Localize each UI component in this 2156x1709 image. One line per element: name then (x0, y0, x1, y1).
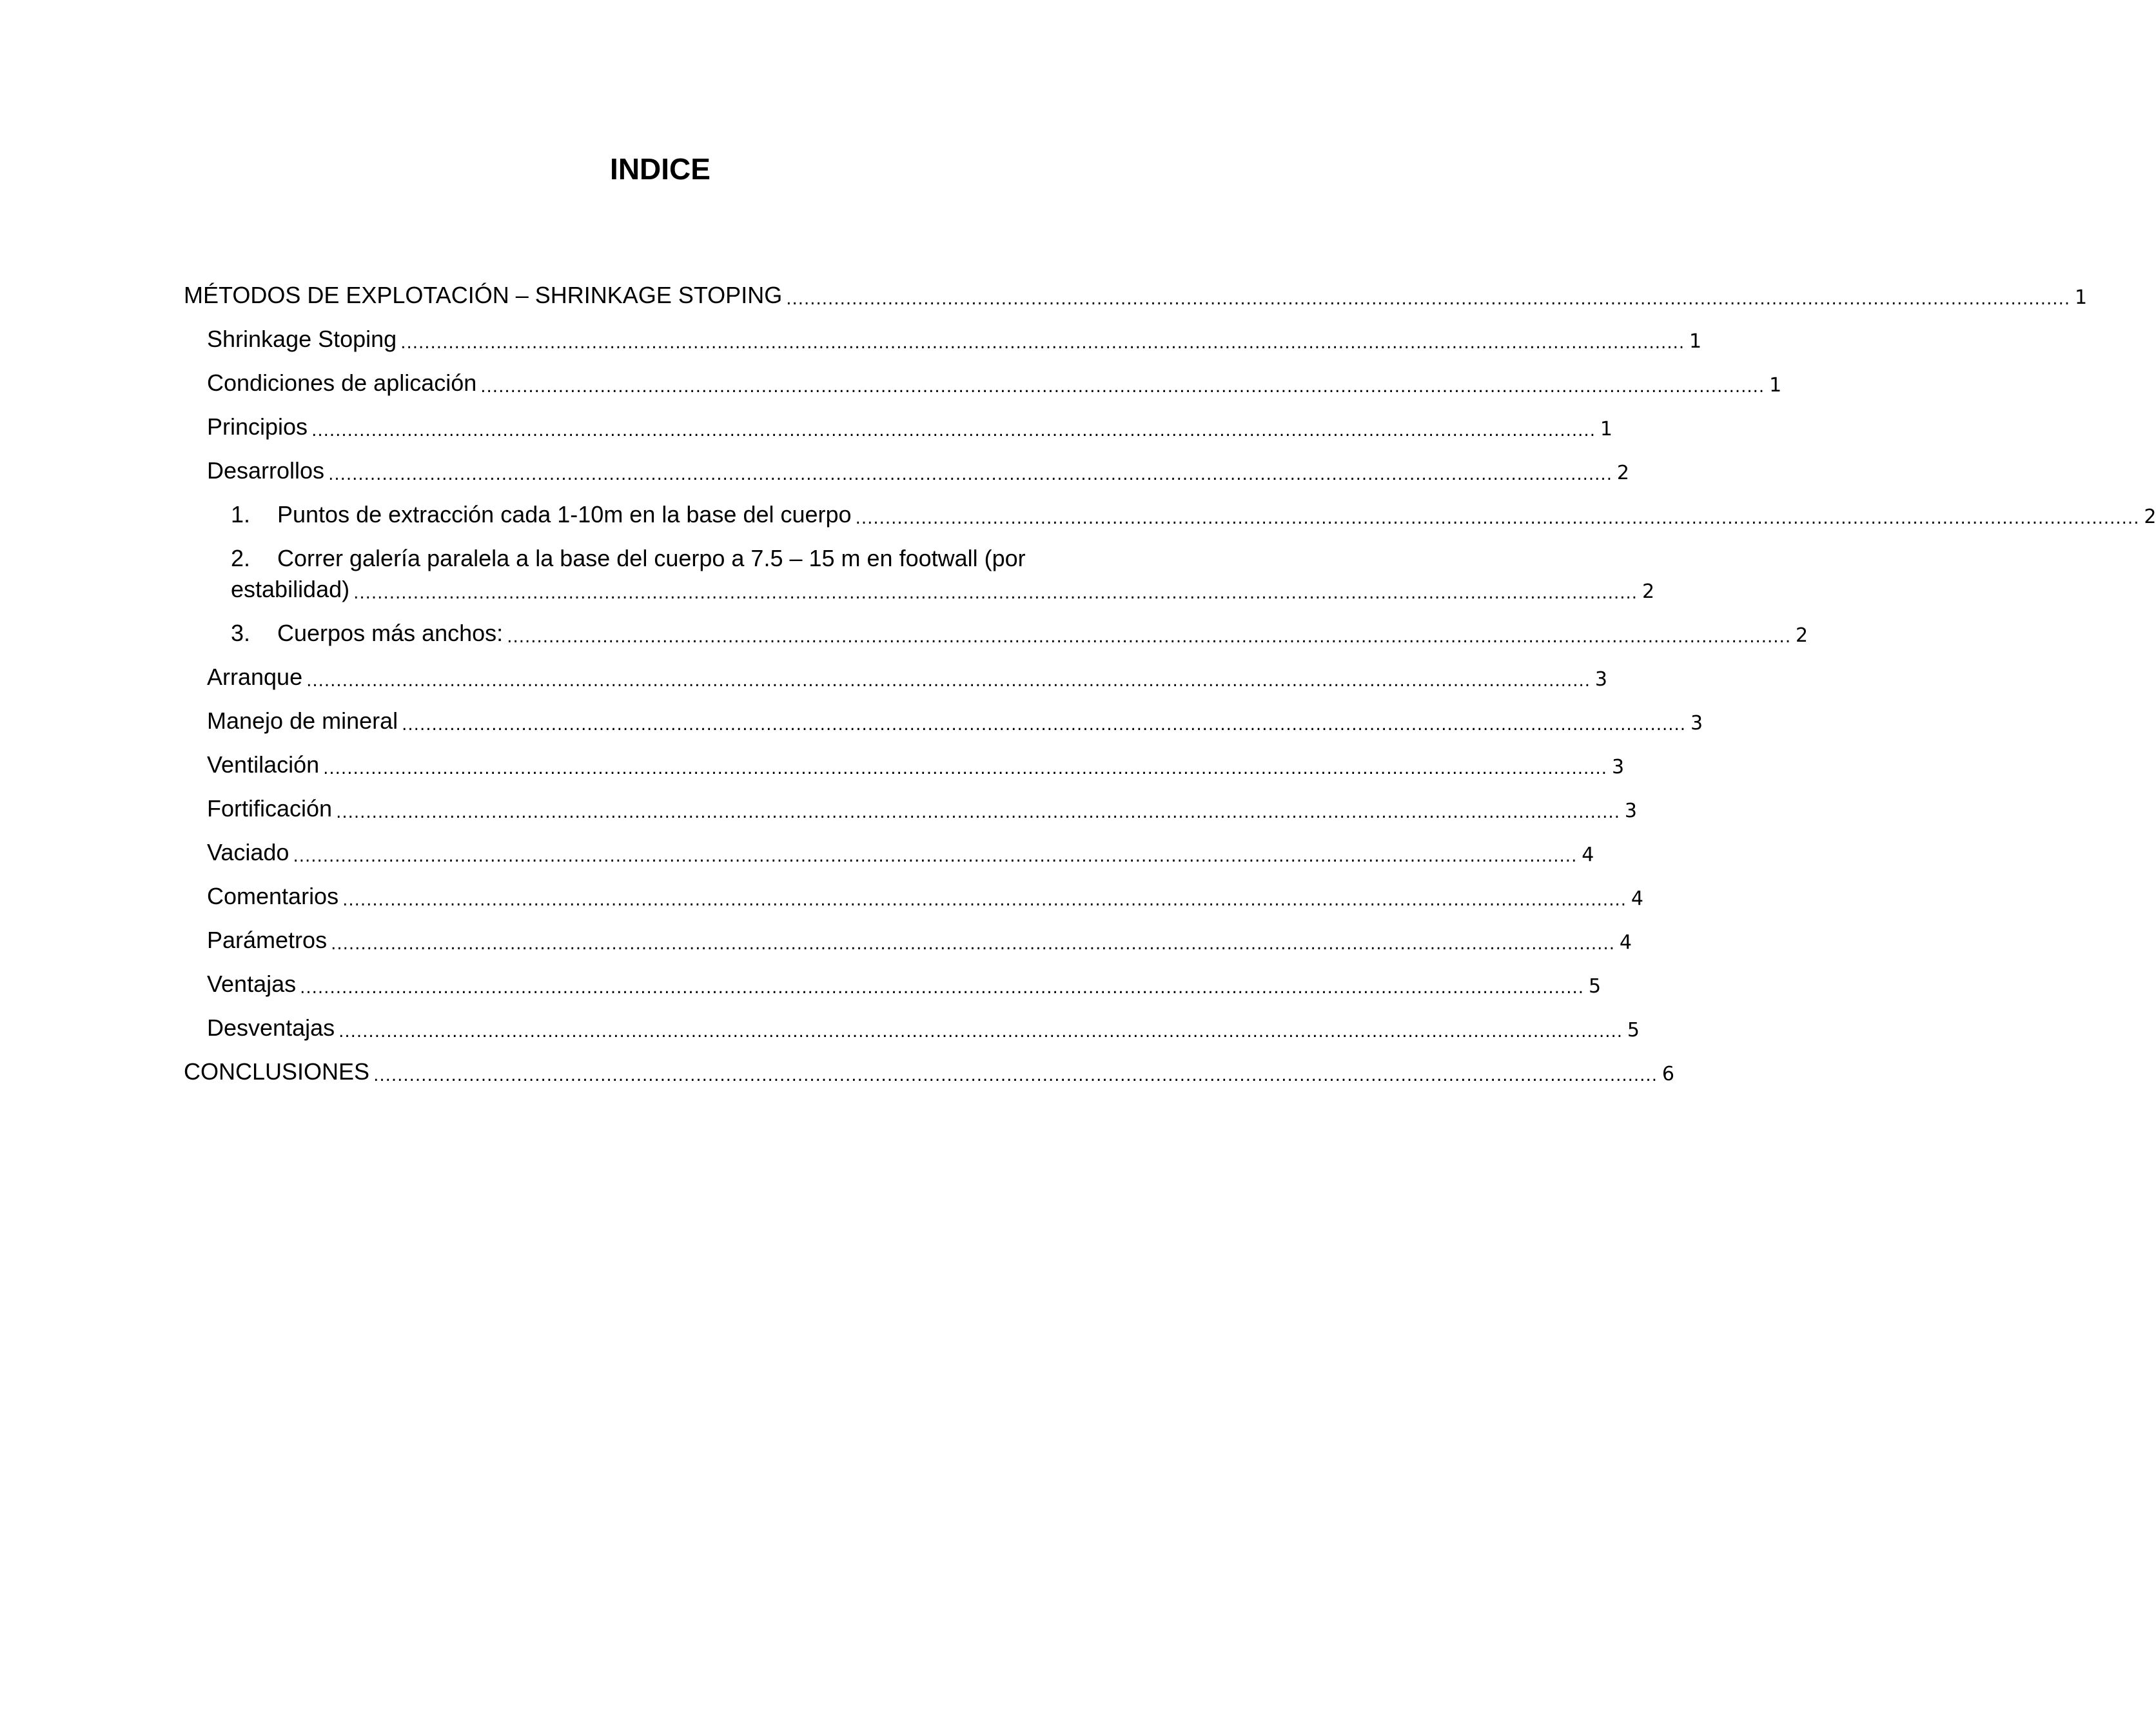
toc-page-number: 2 (1642, 580, 1655, 603)
toc-entry-fortificacion[interactable] (207, 792, 1637, 825)
toc-entry-condiciones[interactable] (207, 366, 1782, 400)
toc-page-number: 1 (1600, 418, 1612, 440)
toc-entry-desarrollos[interactable] (207, 454, 1629, 488)
toc-entry-ventilacion[interactable] (207, 748, 1625, 782)
toc-entry-principios[interactable] (207, 410, 1612, 444)
dot-leader: ....................................................................................................................................................................................................................... (336, 803, 1620, 822)
toc-page-number: 4 (1631, 887, 1643, 910)
toc-entry-ventajas[interactable] (207, 967, 1602, 1001)
toc-entry-puntos-extraccion[interactable] (231, 498, 2156, 531)
dot-leader: ....................................................................................................................................................................................................................... (338, 1022, 1623, 1042)
toc-page-number: 2 (1796, 624, 1808, 647)
toc-entry-label: Comentarios (207, 880, 338, 913)
toc-entry-label: MÉTODOS DE EXPLOTACIÓN – SHRINKAGE STOPING (184, 279, 782, 312)
toc-entry-correr-galeria-line2[interactable] (231, 573, 1655, 606)
dot-leader: ....................................................................................................................................................................................................................... (786, 290, 2071, 309)
dot-leader: ....................................................................................................................................................................................................................... (331, 934, 1615, 954)
toc-page-number: 5 (1627, 1019, 1640, 1042)
dot-leader: ....................................................................................................................................................................................................................... (373, 1066, 1658, 1085)
toc-entry-continuation: estabilidad) (231, 573, 349, 606)
toc-entry-number: 2. (231, 545, 251, 571)
dot-leader: ....................................................................................................................................................................................................................... (400, 333, 1685, 353)
toc-entry-label: Fortificación (207, 792, 332, 825)
toc-entry-label: Vaciado (207, 836, 289, 869)
toc-page-number: 3 (1690, 712, 1703, 735)
page-title: INDICE (610, 152, 710, 186)
dot-leader: ....................................................................................................................................................................................................................... (323, 759, 1608, 778)
dot-leader: ....................................................................................................................................................................................................................... (342, 891, 1627, 910)
toc-entry-text: Cuerpos más anchos: (277, 620, 504, 646)
toc-page-number: 1 (1769, 374, 1782, 397)
dot-leader: ....................................................................................................................................................................................................................... (507, 627, 1792, 647)
toc-page-number: 1 (2075, 286, 2088, 309)
toc-entry-label: Desventajas (207, 1011, 335, 1045)
toc-entry-cuerpos-anchos[interactable] (231, 617, 1808, 650)
toc-entry-parametros[interactable] (207, 924, 1632, 957)
toc-entry-label: Condiciones de aplicación (207, 366, 476, 400)
toc-entry-correr-galeria-line1[interactable] (231, 542, 1026, 575)
toc-entry-label: Ventilación (207, 748, 319, 782)
toc-entry-label: Arranque (207, 660, 302, 694)
dot-leader: ....................................................................................................................................................................................................................... (402, 715, 1687, 735)
toc-entry-metodos[interactable] (184, 279, 2088, 312)
toc-entry-label: Ventajas (207, 967, 296, 1001)
dot-leader: ....................................................................................................................................................................................................................... (328, 465, 1612, 484)
toc-entry-text: Correr galería paralela a la base del cuerpo a 7.5 – 15 m en footwall (por (277, 545, 1026, 571)
toc-page-number: 5 (1588, 975, 1602, 998)
toc-entry-number: 3. (231, 620, 251, 646)
toc-entry-shrinkage-stoping[interactable] (207, 322, 1702, 356)
toc-entry-label: Manejo de mineral (207, 704, 398, 738)
dot-leader: ....................................................................................................................................................................................................................... (293, 847, 1578, 866)
toc-page-number: 4 (1582, 844, 1594, 866)
dot-leader: ....................................................................................................................................................................................................................... (311, 421, 1596, 440)
dot-leader: ....................................................................................................................................................................................................................... (480, 377, 1765, 397)
toc-entry-conclusiones[interactable] (184, 1055, 1674, 1089)
toc-page-number: 1 (1689, 330, 1702, 353)
toc-entry-label: Parámetros (207, 924, 327, 957)
toc-entry-label (231, 617, 503, 650)
toc-page-number: 3 (1594, 668, 1608, 691)
toc-page-number: 2 (1616, 462, 1629, 484)
toc-entry-label: CONCLUSIONES (184, 1055, 369, 1089)
dot-leader: ....................................................................................................................................................................................................................... (353, 584, 1638, 603)
toc-entry-label: Desarrollos (207, 454, 324, 488)
toc-page-number: 4 (1619, 931, 1632, 954)
dot-leader: ....................................................................................................................................................................................................................... (855, 509, 2140, 528)
toc-page-number: 2 (2144, 506, 2156, 528)
toc-page-number: 6 (1661, 1063, 1674, 1085)
toc-entry-text: Puntos de extracción cada 1-10m en la base del cuerpo (277, 501, 852, 528)
toc-entry-number: 1. (231, 501, 251, 528)
toc-entry-label: Shrinkage Stoping (207, 322, 397, 356)
toc-entry-desventajas[interactable] (207, 1011, 1640, 1045)
dot-leader: ....................................................................................................................................................................................................................... (306, 671, 1591, 691)
toc-entry-comentarios[interactable] (207, 880, 1643, 913)
toc-entry-label: Principios (207, 410, 308, 444)
toc-entry-arranque[interactable] (207, 660, 1608, 694)
toc-page-number: 3 (1624, 800, 1637, 822)
toc-entry-label (231, 498, 852, 531)
toc-entry-manejo-mineral[interactable] (207, 704, 1703, 738)
toc-page-number: 3 (1611, 756, 1625, 778)
toc-entry-vaciado[interactable] (207, 836, 1594, 869)
dot-leader: ....................................................................................................................................................................................................................... (300, 978, 1585, 998)
